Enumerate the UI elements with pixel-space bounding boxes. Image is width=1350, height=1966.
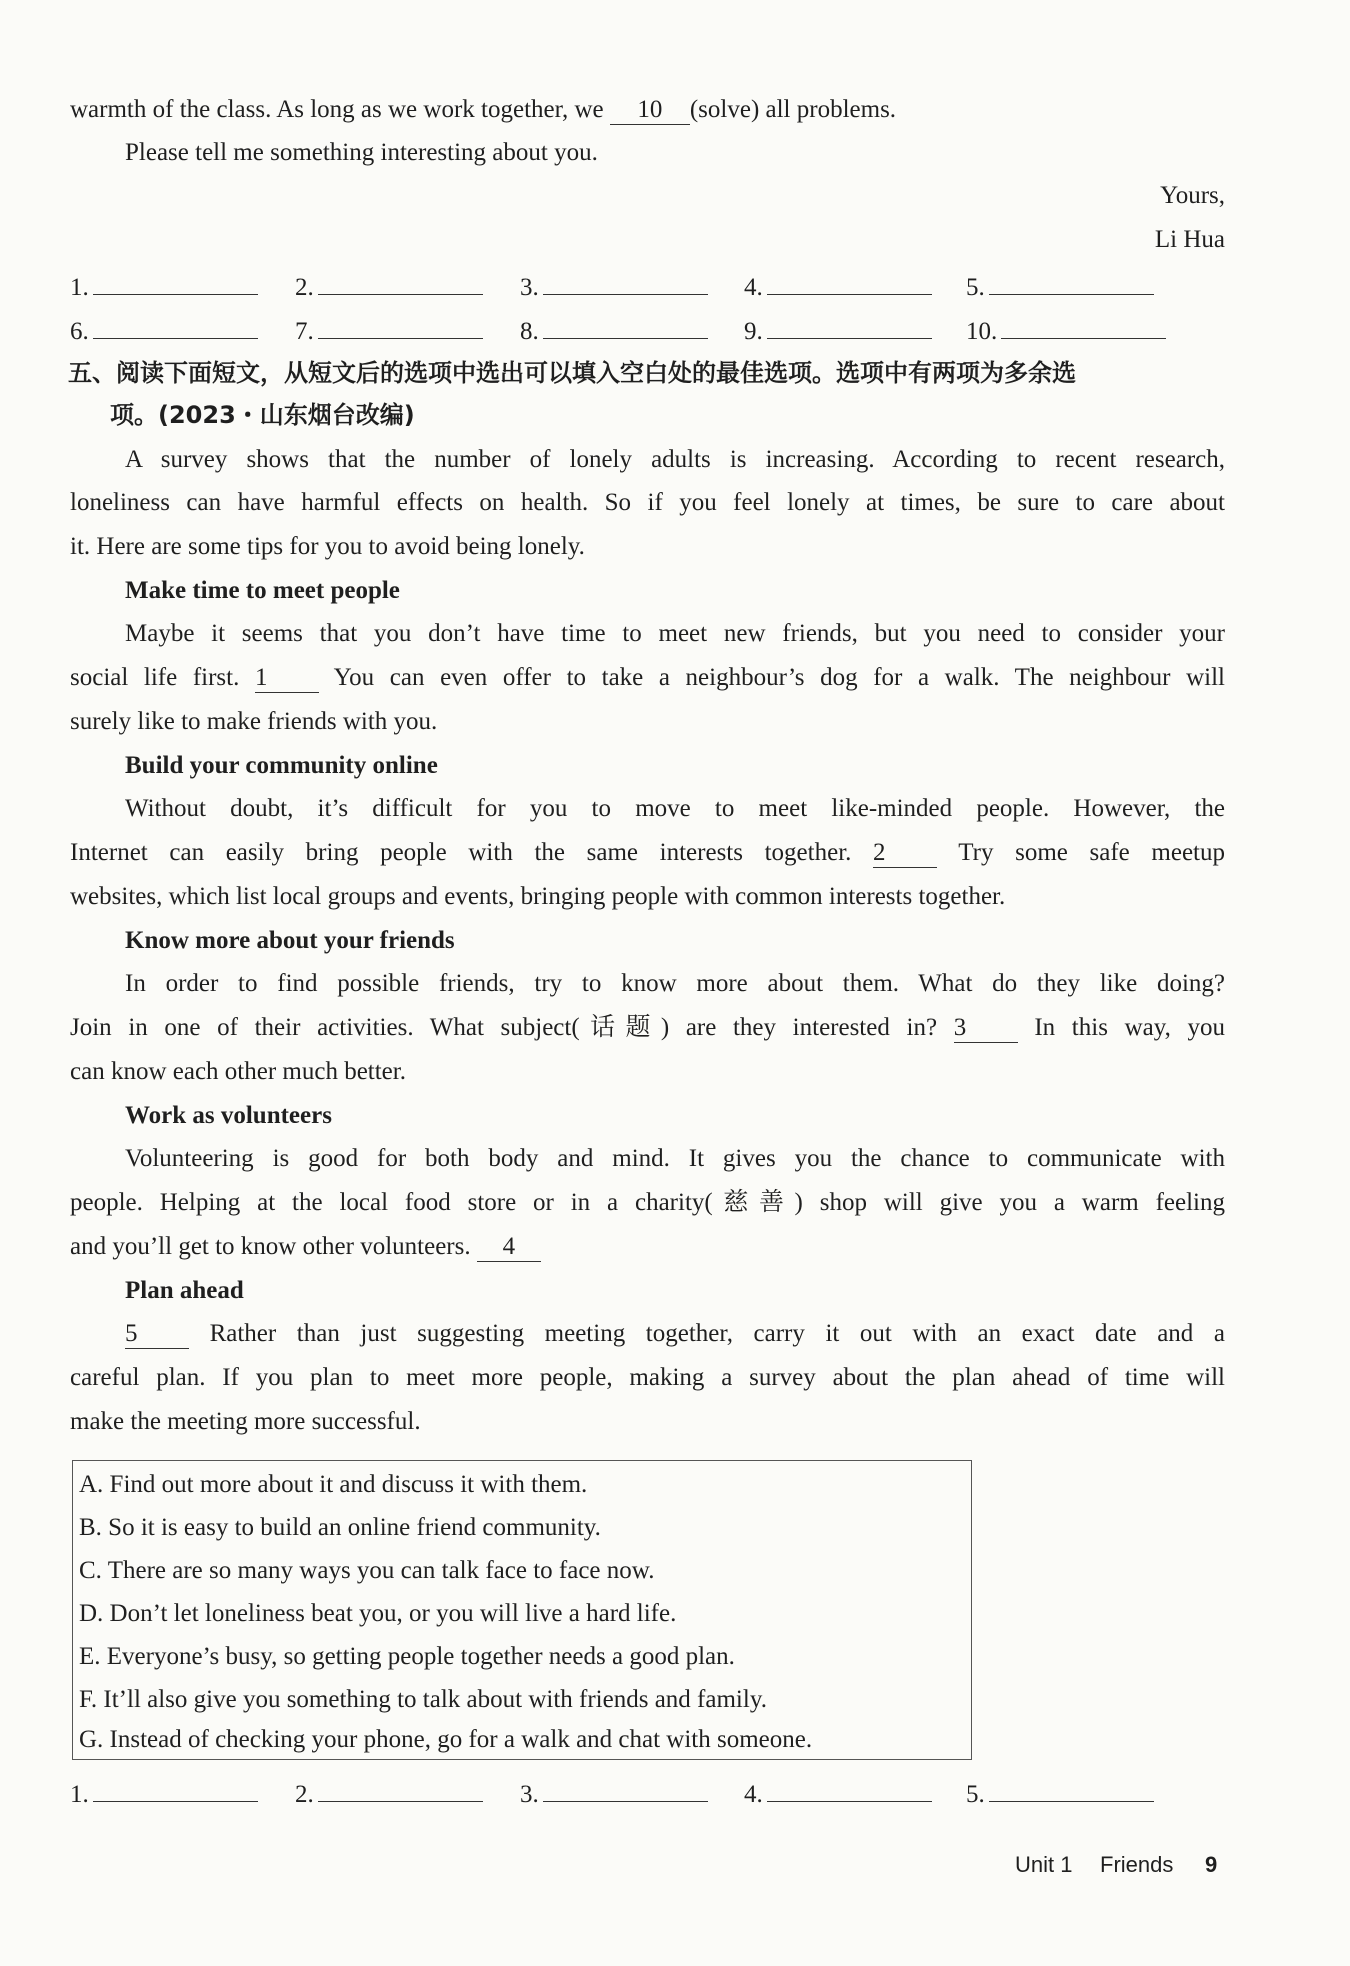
answer-slot[interactable]: 2. (295, 268, 483, 304)
passage-line: In order to find possible friends, try to know more about them. What do they like doing? (125, 970, 1225, 997)
option-g[interactable]: G. Instead of checking your phone, go for a walk and chat with someone. (79, 1726, 813, 1753)
answer-slot[interactable]: 1. (70, 1775, 258, 1811)
subheading-community-online: Build your community online (125, 752, 438, 779)
blank-5[interactable]: 5 (125, 1320, 189, 1349)
passage-line: it. Here are some tips for you to avoid being lonely. (70, 533, 585, 560)
subheading-volunteers: Work as volunteers (125, 1102, 332, 1129)
option-e[interactable]: E. Everyone’s busy, so getting people together needs a good plan. (79, 1643, 735, 1670)
passage-line: and you’ll get to know other volunteers. 4 (70, 1231, 1225, 1263)
passage-line: Volunteering is good for both body and mind. It gives you the chance to communicate with (125, 1145, 1225, 1172)
passage-line: loneliness can have harmful effects on health. So if you feel lonely at times, be sure to care about (70, 489, 1225, 516)
answer-slot[interactable]: 3. (520, 1775, 708, 1811)
blank-3[interactable]: 3 (954, 1014, 1018, 1043)
letter-signature: Li Hua (1154, 226, 1225, 253)
option-f[interactable]: F. It’ll also give you something to talk about with friends and family. (79, 1686, 767, 1713)
passage-line: can know each other much better. (70, 1058, 406, 1085)
answer-slot[interactable]: 7. (295, 312, 483, 348)
answer-slot[interactable]: 8. (520, 312, 708, 348)
passage-line: websites, which list local groups and events, bringing people with common interests together. (70, 883, 1006, 910)
answer-slot[interactable]: 5. (966, 268, 1154, 304)
letter-line-2: Please tell me something interesting about you. (125, 139, 598, 166)
section-title-cont: 项。(2023・山东烟台改编) (110, 401, 415, 429)
blank-1[interactable]: 1 (255, 664, 319, 693)
passage-line: people. Helping at the local food store or in a charity(慈善) shop will give you a warm feeling (70, 1189, 1225, 1216)
passage-line: A survey shows that the number of lonely adults is increasing. According to recent research, (125, 446, 1225, 473)
options-box (72, 1460, 972, 1760)
subheading-meet-people: Make time to meet people (125, 577, 400, 604)
passage-line: surely like to make friends with you. (70, 708, 438, 735)
subheading-plan-ahead: Plan ahead (125, 1277, 244, 1304)
answer-slot[interactable]: 6. (70, 312, 258, 348)
footer-unit: Unit 1 (1015, 1852, 1073, 1877)
blank-4[interactable]: 4 (477, 1233, 541, 1262)
letter-line-1: warmth of the class. As long as we work together, we 10 (solve) all problems. (70, 96, 897, 123)
passage-line: 5 Rather than just suggesting meeting together, carry it out with an exact date and a (125, 1320, 1225, 1347)
section-title: 五、阅读下面短文，从短文后的选项中选出可以填入空白处的最佳选项。选项中有两项为多余选 (68, 359, 1076, 387)
letter-closing: Yours, (1160, 182, 1225, 209)
answer-slot[interactable]: 5. (966, 1775, 1154, 1811)
passage-line: Join in one of their activities. What subject(话题) are they interested in? 3 In this way, you (70, 1014, 1225, 1041)
subheading-know-friends: Know more about your friends (125, 927, 455, 954)
passage-line: Maybe it seems that you don’t have time to meet new friends, but you need to consider your (125, 620, 1225, 647)
answer-slot[interactable]: 10. (966, 312, 1166, 348)
passage-line: make the meeting more successful. (70, 1408, 421, 1435)
blank-10[interactable]: 10 (610, 96, 690, 125)
option-d[interactable]: D. Don’t let loneliness beat you, or you will live a hard life. (79, 1600, 677, 1627)
option-b[interactable]: B. So it is easy to build an online friend community. (79, 1514, 601, 1541)
page-number: 9 (1205, 1852, 1218, 1877)
passage-line: social life first. 1 You can even offer to take a neighbour’s dog for a walk. The neighbour will (70, 664, 1225, 691)
option-c[interactable]: C. There are so many ways you can talk face to face now. (79, 1557, 655, 1584)
passage-line: Internet can easily bring people with the same interests together. 2 Try some safe meetup (70, 839, 1225, 866)
passage-line: Without doubt, it’s difficult for you to move to meet like-minded people. However, the (125, 795, 1225, 822)
answer-slot[interactable]: 9. (744, 312, 932, 348)
footer-title: Friends (1100, 1852, 1174, 1877)
blank-2[interactable]: 2 (873, 839, 937, 868)
option-a[interactable]: A. Find out more about it and discuss it with them. (79, 1471, 588, 1498)
answer-slot[interactable]: 2. (295, 1775, 483, 1811)
answer-slot[interactable]: 4. (744, 268, 932, 304)
passage-line: careful plan. If you plan to meet more people, making a survey about the plan ahead of time will (70, 1364, 1225, 1391)
answer-slot[interactable]: 4. (744, 1775, 932, 1811)
answer-slot[interactable]: 3. (520, 268, 708, 304)
answer-slot[interactable]: 1. (70, 268, 258, 304)
